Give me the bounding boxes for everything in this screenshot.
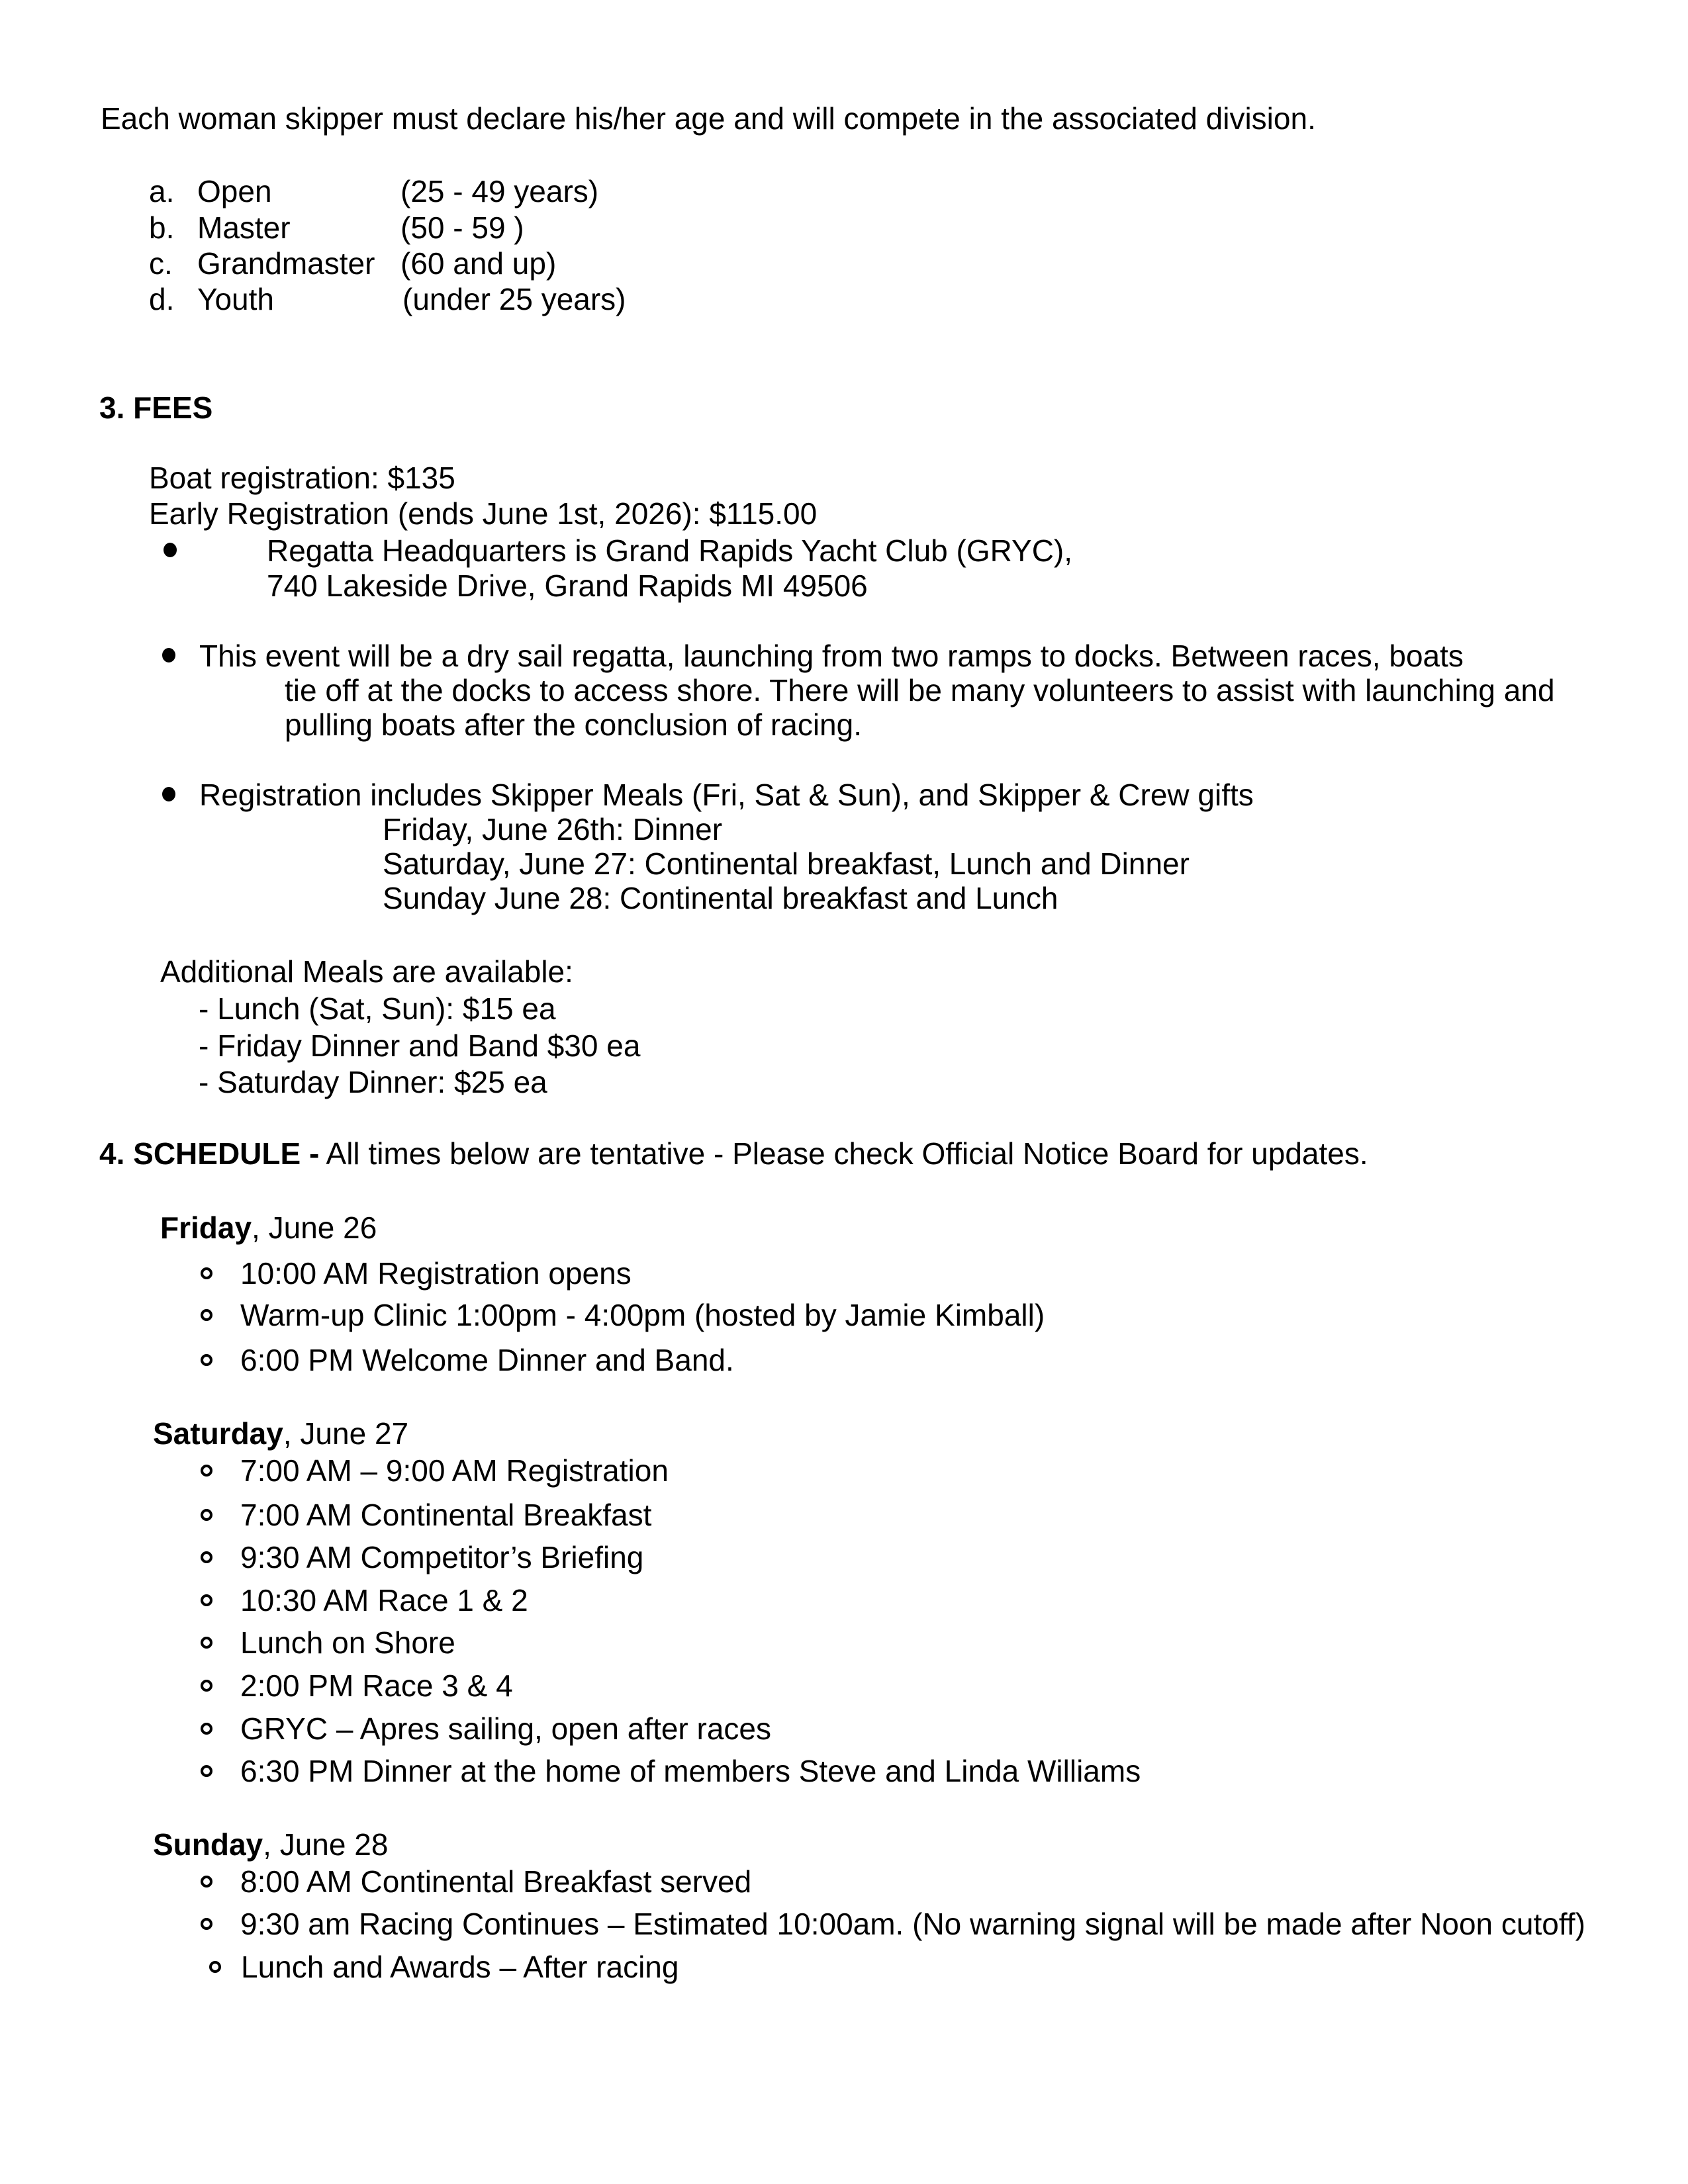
division-marker: d. [149, 282, 175, 316]
circle-bullet-icon [201, 1354, 212, 1366]
day-date: , June 26 [252, 1210, 377, 1245]
schedule-item: 8:00 AM Continental Breakfast served [240, 1864, 752, 1899]
bullet-line: Sunday June 28: Continental breakfast and Lunch [383, 881, 1058, 915]
schedule-item: 9:30 am Racing Continues – Estimated 10:00am. (No warning signal will be made after Noon cutoff) [240, 1907, 1585, 1941]
schedule-item: GRYC – Apres sailing, open after races [240, 1711, 772, 1746]
day-name: Saturday [153, 1416, 283, 1451]
bullet-line: Registration includes Skipper Meals (Fri, Sat & Sun), and Skipper & Crew gifts [199, 778, 1254, 812]
circle-bullet-icon [201, 1594, 212, 1606]
division-name: Master [197, 210, 291, 245]
day-header [153, 1418, 408, 1449]
bullet-icon [164, 543, 177, 557]
division-marker: b. [149, 210, 175, 245]
meal-item: - Friday Dinner and Band $30 ea [199, 1028, 641, 1063]
schedule-item: Warm-up Clinic 1:00pm - 4:00pm (hosted by Jamie Kimball) [240, 1298, 1045, 1332]
day-name: Friday [160, 1210, 252, 1245]
day-date: , June 27 [283, 1416, 409, 1451]
bullet-line: tie off at the docks to access shore. There will be many volunteers to assist with launching and [285, 673, 1555, 707]
division-name: Open [197, 174, 272, 208]
division-ages: (50 - 59 ) [400, 210, 524, 245]
bullet-line: Regatta Headquarters is Grand Rapids Yacht Club (GRYC), [267, 533, 1073, 568]
schedule-note: All times below are tentative - Please check Official Notice Board for updates. [319, 1136, 1368, 1171]
bullet-icon [162, 648, 175, 662]
schedule-item: 7:00 AM Continental Breakfast [240, 1498, 652, 1532]
schedule-item: 6:30 PM Dinner at the home of members Steve and Linda Williams [240, 1754, 1141, 1788]
circle-bullet-icon [201, 1267, 212, 1279]
circle-bullet-icon [201, 1765, 212, 1777]
schedule-item: 7:00 AM – 9:00 AM Registration [240, 1453, 669, 1488]
schedule-item: Lunch and Awards – After racing [241, 1950, 679, 1984]
schedule-item: 10:00 AM Registration opens [240, 1256, 632, 1291]
schedule-item: 2:00 PM Race 3 & 4 [240, 1668, 513, 1703]
intro-text: Each woman skipper must declare his/her age and will compete in the associated division. [101, 101, 1316, 136]
circle-bullet-icon [201, 1876, 212, 1888]
circle-bullet-icon [209, 1961, 221, 1973]
circle-bullet-icon [201, 1723, 212, 1735]
schedule-heading: 4. SCHEDULE - [99, 1136, 320, 1171]
division-ages: (60 and up) [400, 246, 557, 281]
bullet-line: Friday, June 26th: Dinner [383, 812, 723, 846]
meal-item: - Saturday Dinner: $25 ea [199, 1065, 547, 1099]
schedule-item: 10:30 AM Race 1 & 2 [240, 1583, 528, 1617]
bullet-icon [162, 787, 175, 801]
schedule-item: 6:00 PM Welcome Dinner and Band. [240, 1343, 734, 1377]
day-header [160, 1212, 377, 1243]
division-ages: (under 25 years) [402, 282, 626, 316]
division-marker: a. [149, 174, 175, 208]
bullet-line: pulling boats after the conclusion of racing. [285, 707, 862, 742]
division-ages: (25 - 49 years) [400, 174, 599, 208]
division-marker: c. [149, 246, 173, 281]
bullet-line: This event will be a dry sail regatta, launching from two ramps to docks. Between races, boats [199, 639, 1464, 673]
division-name: Youth [197, 282, 274, 316]
fees-heading: 3. FEES [99, 390, 213, 425]
schedule-heading-line [99, 1138, 1368, 1169]
circle-bullet-icon [201, 1918, 212, 1930]
circle-bullet-icon [201, 1637, 212, 1649]
boat-registration-fee: Boat registration: $135 [149, 461, 455, 495]
division-name: Grandmaster [197, 246, 375, 281]
bullet-line: Saturday, June 27: Continental breakfast, Lunch and Dinner [383, 846, 1190, 881]
bullet-line: 740 Lakeside Drive, Grand Rapids MI 49506 [267, 569, 868, 603]
circle-bullet-icon [201, 1309, 212, 1321]
schedule-item: 9:30 AM Competitor’s Briefing [240, 1540, 644, 1574]
day-date: , June 28 [263, 1827, 389, 1862]
day-header [153, 1829, 388, 1860]
meal-item: - Lunch (Sat, Sun): $15 ea [199, 991, 556, 1026]
circle-bullet-icon [201, 1509, 212, 1521]
circle-bullet-icon [201, 1465, 212, 1477]
circle-bullet-icon [201, 1680, 212, 1692]
day-name: Sunday [153, 1827, 263, 1862]
circle-bullet-icon [201, 1551, 212, 1563]
early-registration-fee: Early Registration (ends June 1st, 2026): $115.00 [149, 496, 818, 531]
schedule-item: Lunch on Shore [240, 1625, 455, 1660]
additional-meals-title: Additional Meals are available: [160, 954, 573, 989]
